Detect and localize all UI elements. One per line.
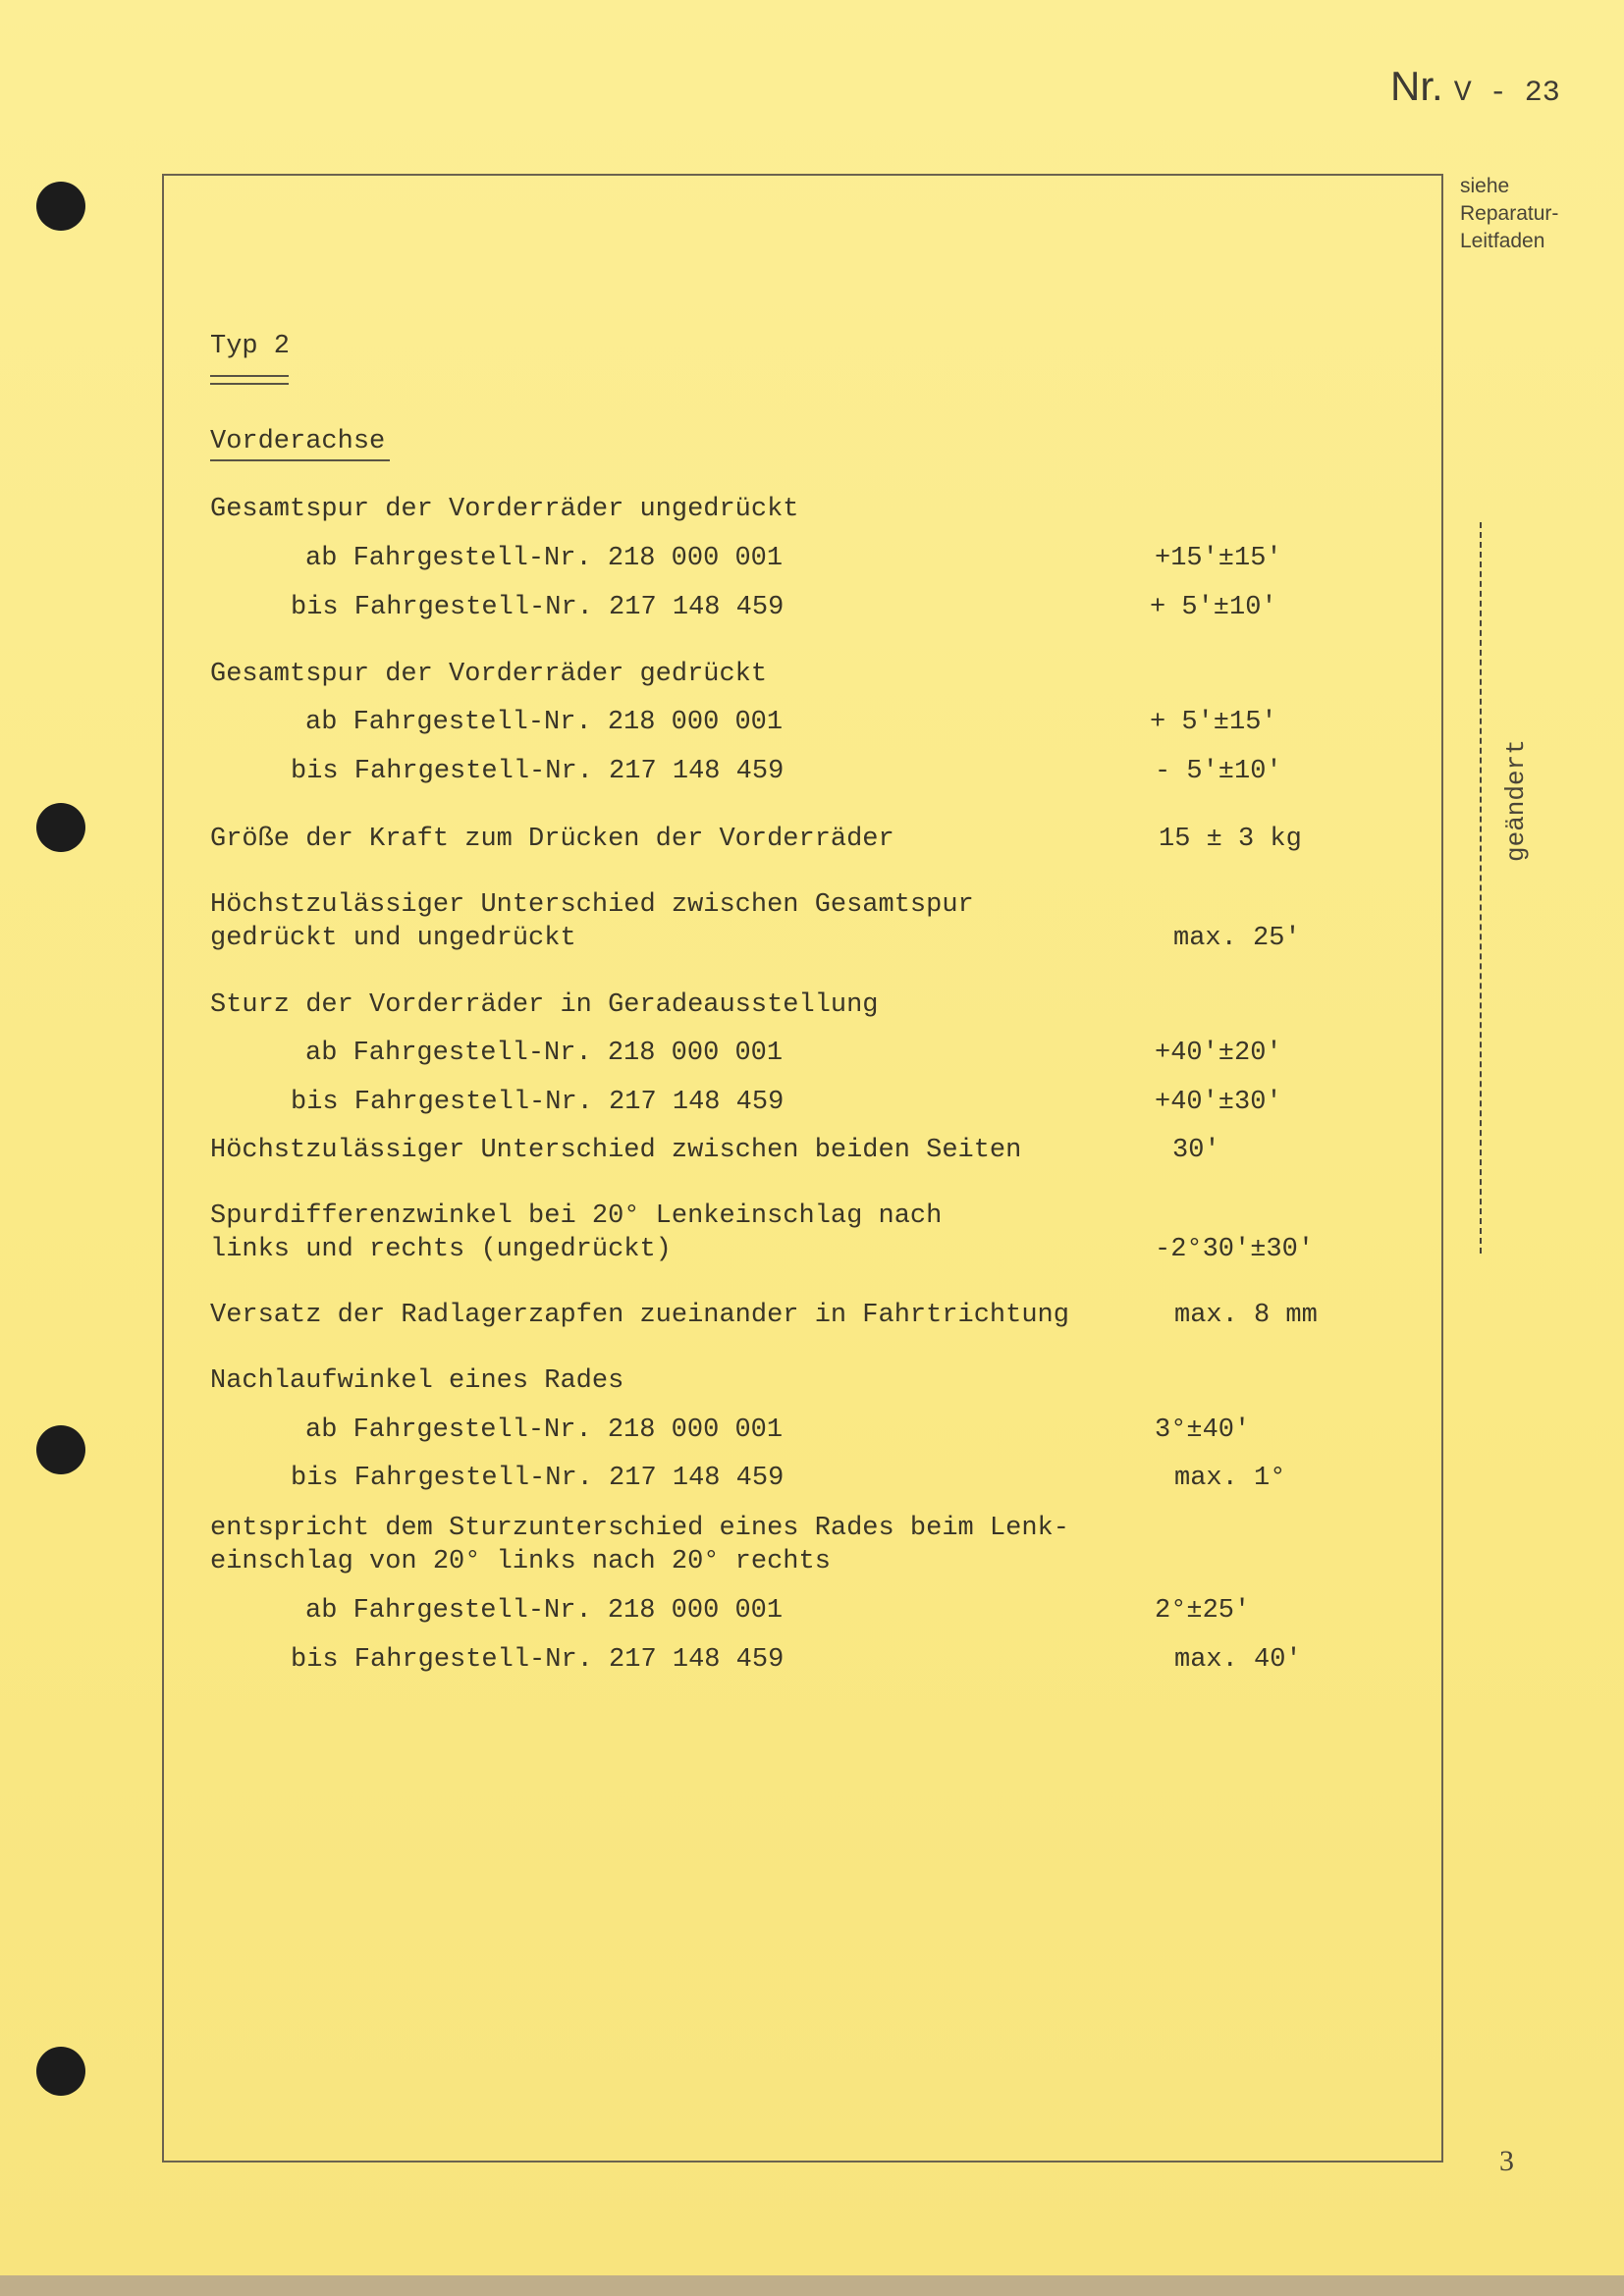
spec-text: ab Fahrgestell-Nr. 218 000 001 (305, 708, 784, 737)
spec-value: 30' (1172, 1136, 1220, 1165)
nr-label: Nr. (1390, 63, 1443, 109)
spec-value: + 5'±15' (1150, 708, 1277, 737)
spec-text: ab Fahrgestell-Nr. 218 000 001 (305, 1596, 784, 1626)
spec-value: max. 1° (1174, 1464, 1286, 1493)
spec-text: Höchstzulässiger Unterschied zwischen beiden Seiten (210, 1136, 1022, 1165)
spec-value: 15 ± 3 kg (1159, 825, 1302, 854)
spec-value: max. 40' (1174, 1645, 1302, 1675)
spec-text: Gesamtspur der Vorderräder ungedrückt (210, 495, 799, 524)
spec-text: bis Fahrgestell-Nr. 217 148 459 (291, 757, 785, 786)
punch-hole-icon (36, 182, 85, 231)
content-frame (162, 174, 1443, 2163)
spec-value: -2°30'±30' (1155, 1235, 1315, 1264)
spec-text: links und rechts (ungedrückt) (210, 1235, 672, 1264)
spec-text: bis Fahrgestell-Nr. 217 148 459 (291, 1464, 785, 1493)
change-bar (1480, 522, 1482, 1254)
punch-hole-icon (36, 803, 85, 852)
document-number (1390, 63, 1560, 110)
punch-hole-icon (36, 2047, 85, 2096)
spec-text: bis Fahrgestell-Nr. 217 148 459 (291, 593, 785, 622)
spec-text: Versatz der Radlagerzapfen zueinander in Fahrtrichtung (210, 1301, 1069, 1330)
spec-text: einschlag von 20° links nach 20° rechts (210, 1547, 831, 1576)
spec-text: Nachlaufwinkel eines Rades (210, 1366, 624, 1396)
page-number: 3 (1499, 2145, 1514, 2177)
spec-value: max. 25' (1173, 924, 1301, 953)
spec-value: - 5'±10' (1155, 757, 1282, 786)
spec-value: +40'±20' (1155, 1039, 1282, 1068)
punch-hole-icon (36, 1425, 85, 1474)
spec-value: +15'±15' (1155, 544, 1282, 573)
spec-text: Größe der Kraft zum Drücken der Vorderräder (210, 825, 894, 854)
section-heading: Vorderachse (210, 427, 386, 456)
spec-text: Sturz der Vorderräder in Geradeausstellung (210, 990, 879, 1020)
spec-text: ab Fahrgestell-Nr. 218 000 001 (305, 1039, 784, 1068)
spec-text: ab Fahrgestell-Nr. 218 000 001 (305, 544, 784, 573)
spec-text: Höchstzulässiger Unterschied zwischen Gesamtspur (210, 890, 974, 920)
scan-edge (0, 2275, 1624, 2296)
spec-value: + 5'±10' (1150, 593, 1277, 622)
spec-value: 2°±25' (1155, 1596, 1251, 1626)
spec-value: +40'±30' (1155, 1088, 1282, 1117)
spec-value: max. 8 mm (1174, 1301, 1318, 1330)
section-underline (210, 459, 390, 461)
spec-text: entspricht dem Sturzunterschied eines Rades beim Lenk- (210, 1514, 1069, 1543)
change-label: geändert (1501, 739, 1531, 862)
margin-note-line: siehe (1460, 175, 1510, 197)
spec-text: Gesamtspur der Vorderräder gedrückt (210, 660, 768, 689)
spec-text: bis Fahrgestell-Nr. 217 148 459 (291, 1645, 785, 1675)
nr-value: V - 23 (1453, 77, 1560, 110)
spec-text: ab Fahrgestell-Nr. 218 000 001 (305, 1415, 784, 1445)
spec-value: 3°±40' (1155, 1415, 1251, 1445)
type-heading: Typ 2 (210, 332, 291, 361)
spec-text: bis Fahrgestell-Nr. 217 148 459 (291, 1088, 785, 1117)
spec-text: gedrückt und ungedrückt (210, 924, 576, 953)
margin-note-line: Leitfaden (1460, 230, 1545, 252)
margin-note (1460, 173, 1617, 255)
double-underline (210, 375, 289, 385)
spec-text: Spurdifferenzwinkel bei 20° Lenkeinschlag nach (210, 1201, 943, 1231)
margin-note-line: Reparatur- (1460, 202, 1559, 225)
